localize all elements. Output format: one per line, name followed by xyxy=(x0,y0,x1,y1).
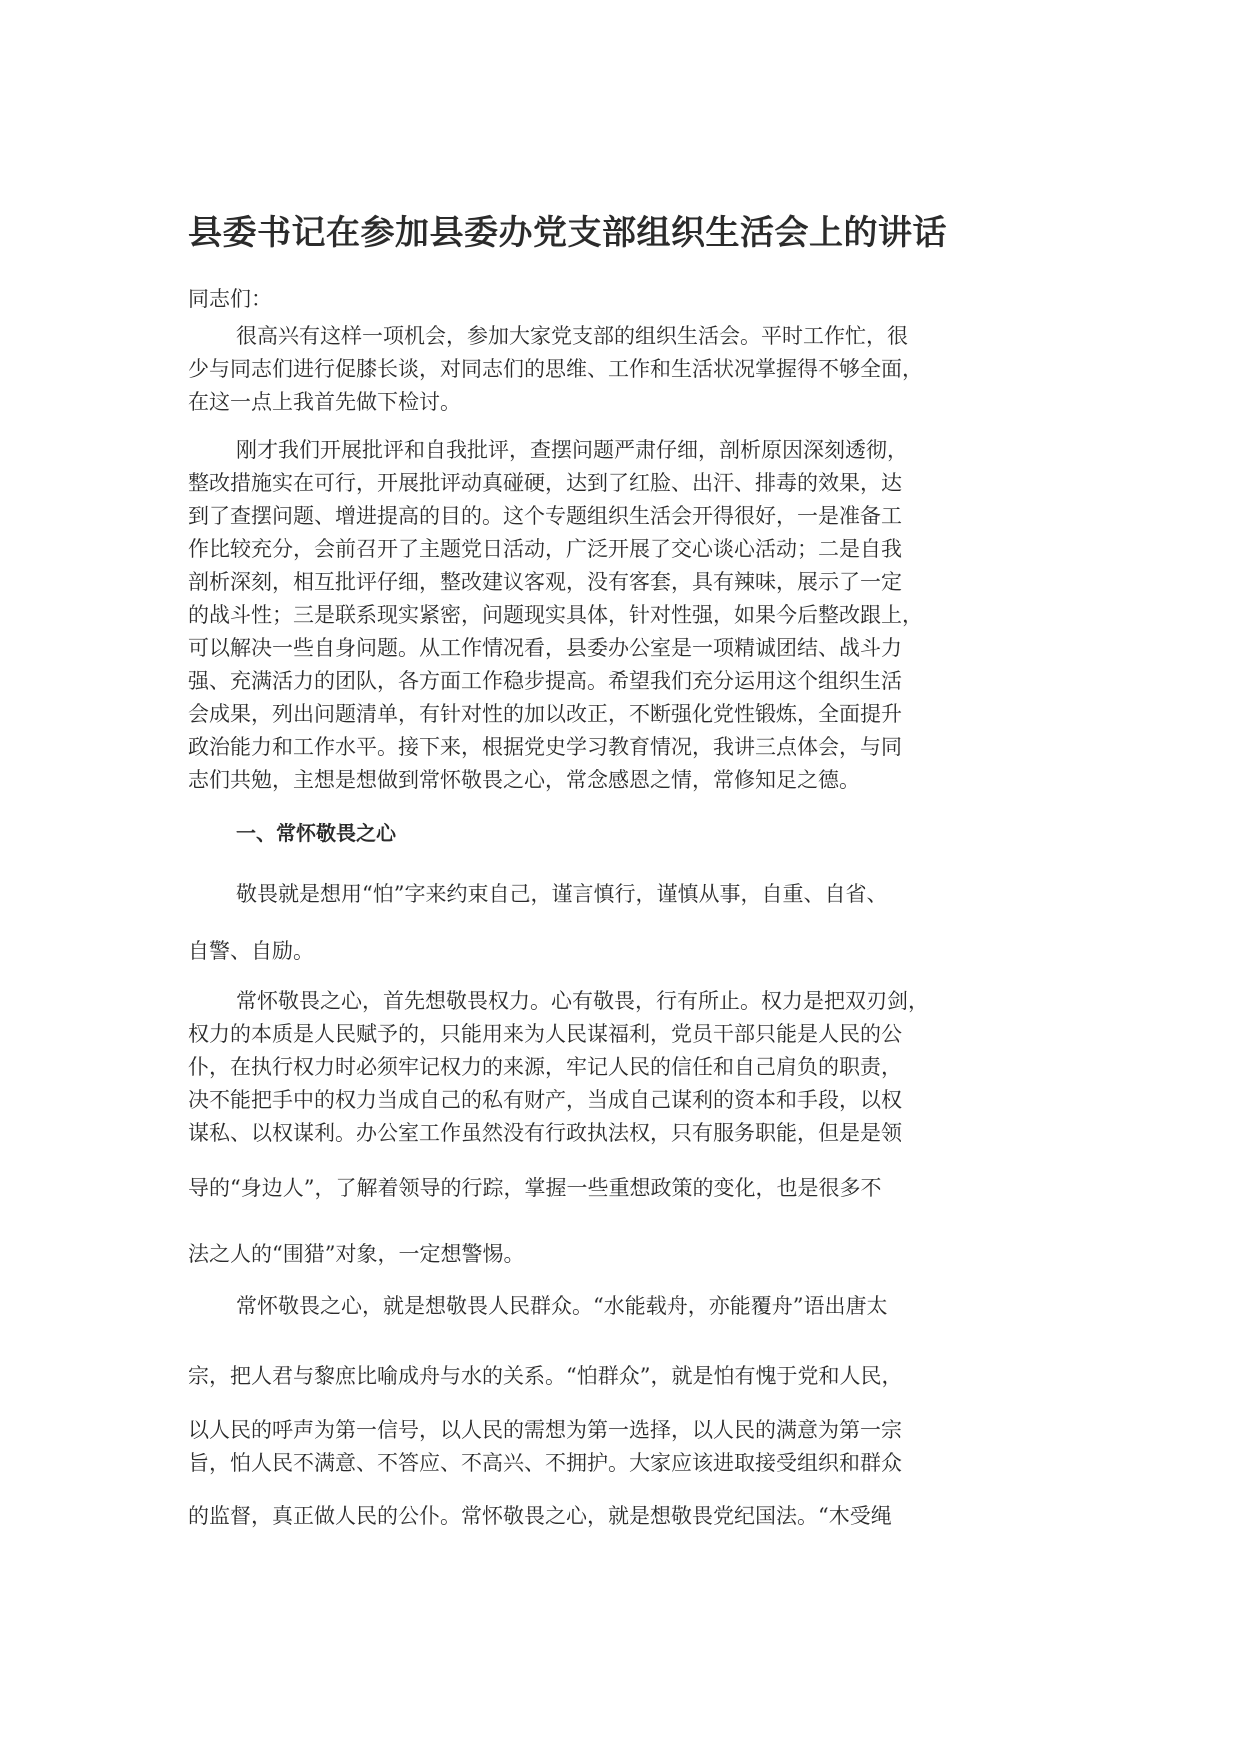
text-line: 决不能把手中的权力当成自己的私有财产，当成自己谋利的资本和手段，以权 xyxy=(188,1088,902,1112)
section-heading: 一、常怀敬畏之心 xyxy=(236,821,396,845)
text-line: 旨，怕人民不满意、不答应、不高兴、不拥护。大家应该进取接受组织和群众 xyxy=(188,1451,902,1475)
text-line: 的监督，真正做人民的公仆。常怀敬畏之心，就是想敬畏党纪国法。“木受绳 xyxy=(188,1504,892,1528)
text-line: 以人民的呼声为第一信号，以人民的需想为第一选择，以人民的满意为第一宗 xyxy=(188,1418,902,1442)
text-line: 常怀敬畏之心，就是想敬畏人民群众。“水能载舟，亦能覆舟”语出唐太 xyxy=(236,1294,888,1318)
text-line: 刚才我们开展批评和自我批评，查摆问题严肃仔细，剖析原因深刻透彻， xyxy=(236,438,908,462)
paragraph-power xyxy=(188,985,1050,1271)
paragraph-review xyxy=(188,434,1050,797)
text-line: 自警、自励。 xyxy=(188,939,314,963)
text-line: 常怀敬畏之心，首先想敬畏权力。心有敬畏，行有所止。权力是把双刃剑， xyxy=(236,989,929,1013)
text-line: 政治能力和工作水平。接下来，根据党史学习教育情况，我讲三点体会，与同 xyxy=(188,735,902,759)
text-line: 剖析深刻，相互批评仔细，整改建议客观，没有客套，具有辣味，展示了一定 xyxy=(188,570,902,594)
text-line: 谋私、以权谋利。办公室工作虽然没有行政执法权，只有服务职能，但是是领 xyxy=(188,1121,902,1145)
greeting: 同志们： xyxy=(188,287,272,311)
text-line: 导的“身边人”，了解着领导的行踪，掌握一些重想政策的变化，也是很多不 xyxy=(188,1176,882,1200)
text-line: 在这一点上我首先做下检讨。 xyxy=(188,390,461,414)
text-line: 到了查摆问题、增进提高的目的。这个专题组织生活会开得很好，一是准备工 xyxy=(188,504,902,528)
text-line: 法之人的“围猎”对象，一定想警惕。 xyxy=(188,1242,525,1266)
text-line: 权力的本质是人民赋予的，只能用来为人民谋福利，党员干部只能是人民的公 xyxy=(188,1022,902,1046)
text-line: 作比较充分，会前召开了主题党日活动，广泛开展了交心谈心活动；二是自我 xyxy=(188,537,902,561)
text-line: 的战斗性；三是联系现实紧密，问题现实具体，针对性强，如果今后整改跟上， xyxy=(188,603,923,627)
text-line: 会成果，列出问题清单，有针对性的加以改正，不断强化党性锻炼，全面提升 xyxy=(188,702,902,726)
text-line: 可以解决一些自身问题。从工作情况看，县委办公室是一项精诚团结、战斗力 xyxy=(188,636,902,660)
document-title: 县委书记在参加县委办党支部组织生活会上的讲话 xyxy=(188,213,947,253)
text-line: 很高兴有这样一项机会，参加大家党支部的组织生活会。平时工作忙，很 xyxy=(236,324,908,348)
text-line: 整改措施实在可行，开展批评动真碰硬，达到了红脸、出汗、排毒的效果，达 xyxy=(188,471,902,495)
paragraph-people xyxy=(188,1290,1050,1533)
text-line: 志们共勉，主想是想做到常怀敬畏之心，常念感恩之情，常修知足之德。 xyxy=(188,768,860,792)
text-line: 强、充满活力的团队，各方面工作稳步提高。希望我们充分运用这个组织生活 xyxy=(188,669,902,693)
text-line: 少与同志们进行促膝长谈，对同志们的思维、工作和生活状况掌握得不够全面， xyxy=(188,357,923,381)
paragraph-intro xyxy=(188,320,1050,419)
text-line: 敬畏就是想用“怕”字来约束自己，谨言慎行，谨慎从事，自重、自省、 xyxy=(236,882,888,906)
text-line: 宗，把人君与黎庶比喻成舟与水的关系。“怕群众”，就是怕有愧于党和人民， xyxy=(188,1364,903,1388)
text-line: 仆，在执行权力时必须牢记权力的来源，牢记人民的信任和自己肩负的职责， xyxy=(188,1055,902,1079)
paragraph-definition xyxy=(188,878,1050,968)
